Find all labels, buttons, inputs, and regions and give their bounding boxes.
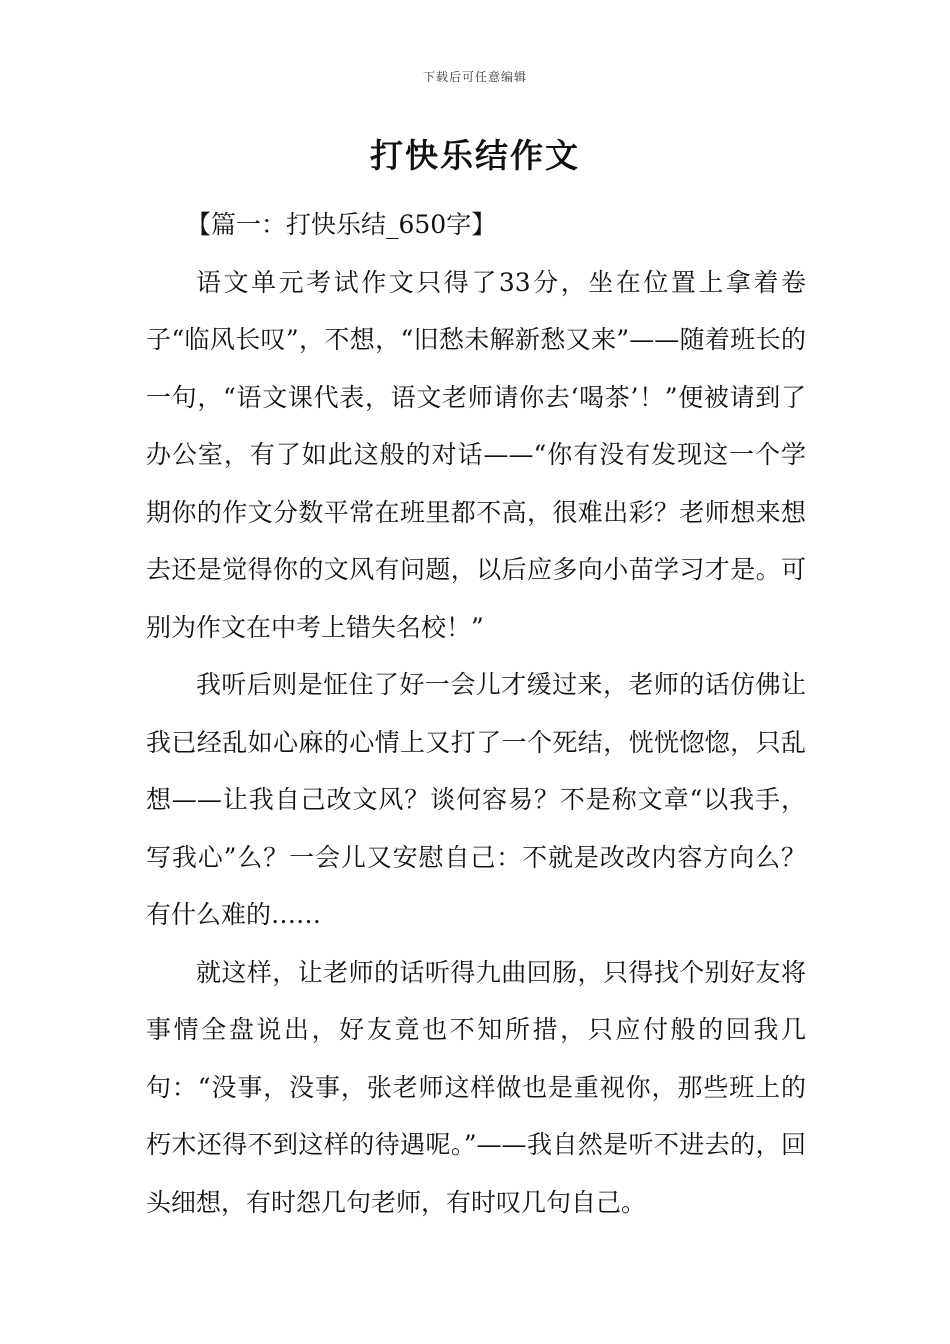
document-body: [146, 196, 806, 1231]
header-note: 下载后可任意编辑: [422, 70, 527, 84]
paragraph-3: 就这样，让老师的话听得九曲回肠，只得找个别好友将事情全盘说出，好友竟也不知所措，只应付般的回我几句：“没事，没事，张老师这样做也是重视你，那些班上的朽木还得不到这样的待遇呢。”——我自然是听不进去的，回头细想，有时怨几句老师，有时叹几句自己。: [146, 957, 806, 1217]
document-title: 打快乐结作文: [370, 136, 580, 175]
section-heading: 【篇一：打快乐结_650字】: [186, 210, 497, 239]
paragraph-1: 语文单元考试作文只得了33分，坐在位置上拿着卷子“临风长叹”，不想，“旧愁未解新愁又来”——随着班长的一句，“语文课代表，语文老师请你去‘喝茶’！”便被请到了办公室，有了如此这般的对话——“你有没有发现这一个学期你的作文分数平常在班里都不高，很难出彩？老师想来想去还是觉得你的文风有问题，以后应多向小苗学习才是。可别为作文在中考上错失名校！”: [146, 267, 806, 642]
paragraph-2: 我听后则是怔住了好一会儿才缓过来，老师的话仿佛让我已经乱如心麻的心情上又打了一个死结，恍恍惚惚，只乱想——让我自己改文风？谈何容易？不是称文章“以我手，写我心”么？一会儿又安慰自己：不就是改改内容方向么？有什么难的……: [146, 670, 806, 929]
